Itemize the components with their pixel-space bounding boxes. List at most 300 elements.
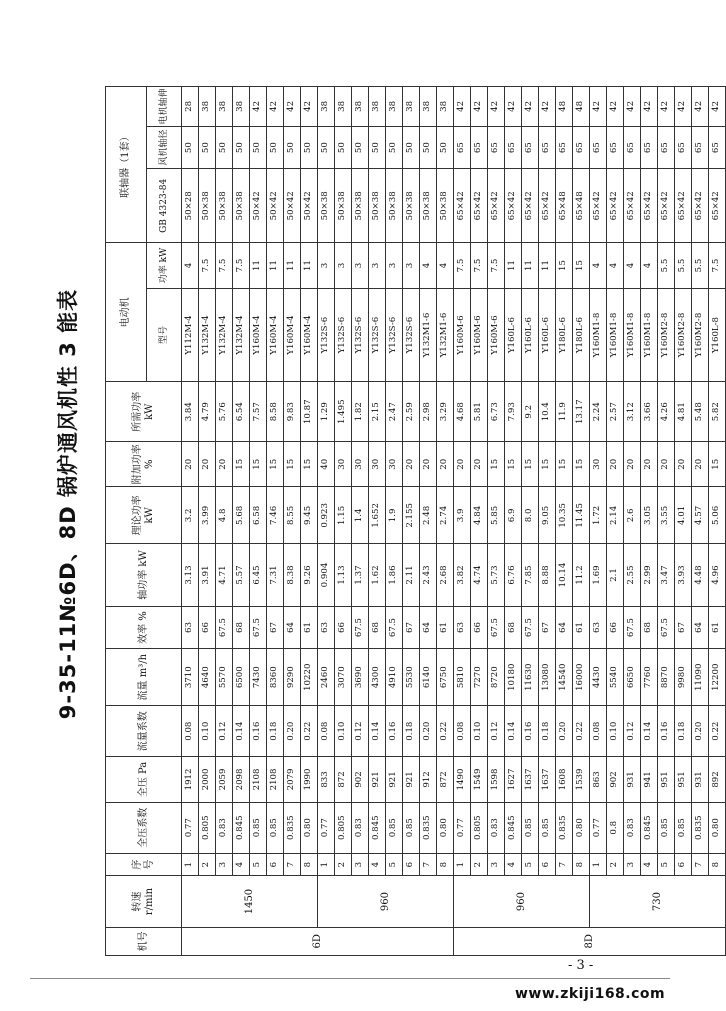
table-cell: 28 xyxy=(182,87,199,127)
footer-divider xyxy=(30,978,670,979)
table-row xyxy=(318,87,335,956)
table-cell: 50×42 xyxy=(301,169,318,243)
table-cell: 6650 xyxy=(624,649,641,706)
table-cell: 921 xyxy=(369,757,386,802)
table-cell: 50 xyxy=(301,126,318,169)
table-cell: 65×42 xyxy=(522,169,539,243)
table-cell: 3.9 xyxy=(454,487,471,544)
table-cell: 5 xyxy=(386,853,403,876)
table-cell: 9.05 xyxy=(539,487,556,544)
table-row xyxy=(454,87,471,956)
table-cell: 0.805 xyxy=(471,802,488,853)
table-cell: 1.15 xyxy=(335,487,352,544)
header-flow-coef: 流量系数 xyxy=(106,706,182,757)
table-cell: 0.80 xyxy=(573,802,590,853)
table-cell: 65×48 xyxy=(556,169,573,243)
table-cell: 6.9 xyxy=(505,487,522,544)
table-cell: 0.80 xyxy=(709,802,726,853)
table-cell: 2.11 xyxy=(403,544,420,606)
table-cell: 67 xyxy=(675,606,692,649)
table-cell: 50×38 xyxy=(352,169,369,243)
table-cell: 65×42 xyxy=(505,169,522,243)
table-cell: 3070 xyxy=(335,649,352,706)
table-cell: 0.22 xyxy=(301,706,318,757)
table-cell: Y160M-4 xyxy=(301,288,318,382)
table-cell: Y132S-6 xyxy=(386,288,403,382)
table-cell: 50×42 xyxy=(267,169,284,243)
table-cell: Y160M1-8 xyxy=(590,288,607,382)
table-cell: 0.12 xyxy=(216,706,233,757)
table-cell: 6140 xyxy=(420,649,437,706)
table-cell: 20 xyxy=(437,442,454,487)
table-cell: 40 xyxy=(318,442,335,487)
table-cell: 64 xyxy=(420,606,437,649)
table-cell: 4 xyxy=(233,853,250,876)
table-cell: 0.85 xyxy=(675,802,692,853)
table-cell: 10180 xyxy=(505,649,522,706)
table-row xyxy=(709,87,726,956)
table-cell: 3.13 xyxy=(182,544,199,606)
table-cell: 0.10 xyxy=(607,706,624,757)
table-cell: 7.5 xyxy=(454,243,471,288)
table-cell: 10.87 xyxy=(301,382,318,442)
table-cell: 50×42 xyxy=(250,169,267,243)
table-cell: 3.47 xyxy=(658,544,675,606)
table-cell: 951 xyxy=(658,757,675,802)
table-cell: 38 xyxy=(369,87,386,127)
table-cell: 4910 xyxy=(386,649,403,706)
table-cell: 6500 xyxy=(233,649,250,706)
table-cell: 50×38 xyxy=(403,169,420,243)
table-cell: 20 xyxy=(624,442,641,487)
table-cell: 5810 xyxy=(454,649,471,706)
table-cell: 11090 xyxy=(692,649,709,706)
table-cell: 30 xyxy=(352,442,369,487)
table-cell: 9290 xyxy=(284,649,301,706)
table-cell: 7 xyxy=(420,853,437,876)
table-cell: 11 xyxy=(301,243,318,288)
table-cell: 15 xyxy=(709,442,726,487)
table-cell: 1598 xyxy=(488,757,505,802)
table-cell: 7.5 xyxy=(709,243,726,288)
table-cell: 6.45 xyxy=(250,544,267,606)
table-cell: 4 xyxy=(505,853,522,876)
table-cell: 931 xyxy=(692,757,709,802)
header-shaft-power: 轴功率 kW xyxy=(106,544,182,606)
table-cell: 68 xyxy=(369,606,386,649)
table-cell: 8720 xyxy=(488,649,505,706)
table-cell: 1.72 xyxy=(590,487,607,544)
table-cell: 50 xyxy=(369,126,386,169)
header-seq: 序号 xyxy=(106,853,182,876)
table-cell: 65 xyxy=(658,126,675,169)
table-cell: 863 xyxy=(590,757,607,802)
table-cell: 2059 xyxy=(216,757,233,802)
table-cell: 0.83 xyxy=(216,802,233,853)
table-cell: 8.0 xyxy=(522,487,539,544)
table-cell: 30 xyxy=(590,442,607,487)
table-cell: 50 xyxy=(386,126,403,169)
table-cell: 6.54 xyxy=(233,382,250,442)
table-cell: 0.20 xyxy=(420,706,437,757)
table-cell: 65 xyxy=(488,126,505,169)
table-cell: Y160M2-8 xyxy=(692,288,709,382)
table-cell: 65 xyxy=(556,126,573,169)
table-cell: 2079 xyxy=(284,757,301,802)
table-cell: 65×42 xyxy=(607,169,624,243)
table-cell: 2108 xyxy=(250,757,267,802)
table-cell: 0.12 xyxy=(624,706,641,757)
table-cell: 50×38 xyxy=(386,169,403,243)
table-cell: 67.5 xyxy=(624,606,641,649)
table-cell: 0.83 xyxy=(352,802,369,853)
table-cell: 2.99 xyxy=(641,544,658,606)
table-cell: 4.48 xyxy=(692,544,709,606)
table-row xyxy=(199,87,216,956)
table-cell: 50 xyxy=(335,126,352,169)
table-cell: 42 xyxy=(709,87,726,127)
table-cell: Y132M-4 xyxy=(216,288,233,382)
table-cell: 0.923 xyxy=(318,487,335,544)
table-cell: Y160M-4 xyxy=(284,288,301,382)
table-cell: Y160M1-8 xyxy=(624,288,641,382)
page-title: 9-35-11№6D、8D 锅炉通风机性 3 能表 xyxy=(56,288,80,720)
table-cell: 42 xyxy=(590,87,607,127)
table-cell: 7.5 xyxy=(233,243,250,288)
table-cell: 65 xyxy=(522,126,539,169)
table-cell: 50×38 xyxy=(335,169,352,243)
table-cell: 65×42 xyxy=(624,169,641,243)
table-cell: 1608 xyxy=(556,757,573,802)
table-cell: Y132M1-6 xyxy=(420,288,437,382)
table-cell: 8870 xyxy=(658,649,675,706)
table-cell: 2460 xyxy=(318,649,335,706)
table-row xyxy=(216,87,233,956)
table-cell: 5.68 xyxy=(233,487,250,544)
table-cell: 15 xyxy=(301,442,318,487)
table-cell: 13.17 xyxy=(573,382,590,442)
table-cell: 0.77 xyxy=(590,802,607,853)
table-cell: 0.08 xyxy=(182,706,199,757)
header-motor-shaft: 电机轴伸 xyxy=(147,87,182,127)
table-cell: 4640 xyxy=(199,649,216,706)
table-cell: 6 xyxy=(539,853,556,876)
table-cell: 2108 xyxy=(267,757,284,802)
table-cell: 30 xyxy=(335,442,352,487)
table-cell: 0.18 xyxy=(403,706,420,757)
table-cell: 65×42 xyxy=(675,169,692,243)
table-cell: 5 xyxy=(250,853,267,876)
table-cell: 3.91 xyxy=(199,544,216,606)
table-row xyxy=(386,87,403,956)
table-cell: 3.99 xyxy=(199,487,216,544)
table-cell: 7.31 xyxy=(267,544,284,606)
table-row xyxy=(233,87,250,956)
table-cell: 0.835 xyxy=(284,802,301,853)
table-cell: Y132S-6 xyxy=(403,288,420,382)
table-row xyxy=(437,87,454,956)
table-cell: 4.01 xyxy=(675,487,692,544)
table-cell: 0.22 xyxy=(437,706,454,757)
table-cell: 0.835 xyxy=(420,802,437,853)
table-cell: 65×42 xyxy=(471,169,488,243)
table-cell: 65 xyxy=(675,126,692,169)
table-cell: 20 xyxy=(454,442,471,487)
table-cell: 5.81 xyxy=(471,382,488,442)
table-cell: 3 xyxy=(369,243,386,288)
table-cell: 11 xyxy=(539,243,556,288)
table-cell: 65 xyxy=(624,126,641,169)
table-cell: 0.845 xyxy=(233,802,250,853)
table-cell: Y132M-4 xyxy=(199,288,216,382)
table-cell: Y132M1-6 xyxy=(437,288,454,382)
table-cell: 42 xyxy=(522,87,539,127)
table-cell: 38 xyxy=(233,87,250,127)
table-cell: 1990 xyxy=(301,757,318,802)
table-cell: 8.38 xyxy=(284,544,301,606)
table-cell: 42 xyxy=(658,87,675,127)
table-cell: 2098 xyxy=(233,757,250,802)
table-cell: 63 xyxy=(454,606,471,649)
table-cell: 68 xyxy=(233,606,250,649)
table-cell: 0.08 xyxy=(318,706,335,757)
table-cell: 38 xyxy=(420,87,437,127)
table-cell: 15 xyxy=(233,442,250,487)
header-extra-power: 附加功率 % xyxy=(106,442,182,487)
table-row xyxy=(556,87,573,956)
table-cell: 50 xyxy=(352,126,369,169)
table-cell: 50×38 xyxy=(216,169,233,243)
table-cell: 3.55 xyxy=(658,487,675,544)
table-cell: 0.10 xyxy=(335,706,352,757)
table-cell: Y160M2-8 xyxy=(675,288,692,382)
table-cell: 38 xyxy=(386,87,403,127)
table-cell: Y160M2-8 xyxy=(658,288,675,382)
table-cell: 20 xyxy=(420,442,437,487)
table-cell: 6.73 xyxy=(488,382,505,442)
table-cell: 66 xyxy=(471,606,488,649)
table-cell: 15 xyxy=(573,442,590,487)
table-row xyxy=(250,87,267,956)
table-cell: 11.45 xyxy=(573,487,590,544)
table-cell: 11630 xyxy=(522,649,539,706)
table-cell: 15 xyxy=(505,442,522,487)
table-row xyxy=(658,87,675,956)
table-cell: 1.37 xyxy=(352,544,369,606)
table-cell: 0.805 xyxy=(335,802,352,853)
table-cell: Y132S-6 xyxy=(335,288,352,382)
table-cell: 0.805 xyxy=(199,802,216,853)
table-cell: 4 xyxy=(182,243,199,288)
table-cell: 2.14 xyxy=(607,487,624,544)
table-cell: 20 xyxy=(641,442,658,487)
table-cell: 65×42 xyxy=(709,169,726,243)
table-cell: 1 xyxy=(590,853,607,876)
table-cell: 66 xyxy=(199,606,216,649)
table-cell: 0.835 xyxy=(692,802,709,853)
table-cell: 12200 xyxy=(709,649,726,706)
table-cell: 3 xyxy=(216,853,233,876)
table-cell: 30 xyxy=(369,442,386,487)
table-cell: 0.14 xyxy=(505,706,522,757)
table-cell: 15 xyxy=(267,442,284,487)
speed-cell: 960 xyxy=(318,876,454,927)
table-cell: 67.5 xyxy=(522,606,539,649)
table-cell: 64 xyxy=(556,606,573,649)
table-cell: 50 xyxy=(437,126,454,169)
table-cell: 11 xyxy=(267,243,284,288)
table-cell: 0.85 xyxy=(386,802,403,853)
table-cell: 1627 xyxy=(505,757,522,802)
table-cell: 1 xyxy=(318,853,335,876)
table-cell: 65 xyxy=(573,126,590,169)
table-cell: 0.77 xyxy=(182,802,199,853)
table-cell: 1.86 xyxy=(386,544,403,606)
table-cell: 0.20 xyxy=(692,706,709,757)
table-row xyxy=(539,87,556,956)
table-cell: 2.68 xyxy=(437,544,454,606)
table-cell: 3.2 xyxy=(182,487,199,544)
table-cell: 4.57 xyxy=(692,487,709,544)
table-cell: 42 xyxy=(454,87,471,127)
table-cell: 0.16 xyxy=(658,706,675,757)
table-cell: 10220 xyxy=(301,649,318,706)
table-cell: 0.85 xyxy=(658,802,675,853)
table-cell: Y112M-4 xyxy=(182,288,199,382)
table-cell: 14540 xyxy=(556,649,573,706)
header-motor: 电动机 xyxy=(106,243,147,382)
table-cell: 66 xyxy=(607,606,624,649)
table-cell: 65 xyxy=(692,126,709,169)
machine-no-cell: 6D xyxy=(182,927,454,955)
table-cell: 0.85 xyxy=(522,802,539,853)
table-cell: 10.4 xyxy=(539,382,556,442)
table-cell: 5.85 xyxy=(488,487,505,544)
table-cell: 63 xyxy=(182,606,199,649)
table-cell: 50×38 xyxy=(437,169,454,243)
table-cell: 38 xyxy=(335,87,352,127)
table-cell: 5540 xyxy=(607,649,624,706)
table-cell: 2.74 xyxy=(437,487,454,544)
header-machine-no: 机号 xyxy=(106,927,182,955)
table-cell: Y180L-6 xyxy=(573,288,590,382)
table-cell: 3.29 xyxy=(437,382,454,442)
table-cell: 0.08 xyxy=(454,706,471,757)
table-row xyxy=(488,87,505,956)
table-cell: 0.904 xyxy=(318,544,335,606)
table-cell: 65×42 xyxy=(658,169,675,243)
table-cell: 1.82 xyxy=(352,382,369,442)
table-cell: 0.10 xyxy=(471,706,488,757)
table-cell: 15 xyxy=(250,442,267,487)
table-cell: 7.93 xyxy=(505,382,522,442)
table-cell: 6.76 xyxy=(505,544,522,606)
table-cell: 50 xyxy=(267,126,284,169)
table-cell: 42 xyxy=(267,87,284,127)
table-cell: 1.62 xyxy=(369,544,386,606)
rotated-table-wrapper xyxy=(105,86,722,956)
table-cell: 4.81 xyxy=(675,382,692,442)
table-cell: 38 xyxy=(403,87,420,127)
table-cell: Y160L-6 xyxy=(505,288,522,382)
table-cell: 2.6 xyxy=(624,487,641,544)
table-cell: 6 xyxy=(403,853,420,876)
table-cell: 15 xyxy=(556,442,573,487)
table-cell: 7.46 xyxy=(267,487,284,544)
table-cell: 3.84 xyxy=(182,382,199,442)
table-cell: 15 xyxy=(573,243,590,288)
table-cell: 20 xyxy=(692,442,709,487)
table-cell: 0.85 xyxy=(250,802,267,853)
table-cell: 4.84 xyxy=(471,487,488,544)
table-cell: 38 xyxy=(437,87,454,127)
table-row xyxy=(505,87,522,956)
table-cell: 3.82 xyxy=(454,544,471,606)
table-cell: 4300 xyxy=(369,649,386,706)
table-cell: 0.20 xyxy=(556,706,573,757)
table-cell: 2.15 xyxy=(369,382,386,442)
table-cell: Y160L-6 xyxy=(522,288,539,382)
table-cell: 64 xyxy=(692,606,709,649)
header-req-power: 所需功率 kW xyxy=(106,382,182,442)
speed-cell: 1450 xyxy=(182,876,318,927)
table-cell: 1.29 xyxy=(318,382,335,442)
table-cell: 20 xyxy=(199,442,216,487)
table-cell: 1.495 xyxy=(335,382,352,442)
table-cell: 0.16 xyxy=(250,706,267,757)
table-cell: 67.5 xyxy=(250,606,267,649)
table-cell: 50 xyxy=(318,126,335,169)
table-cell: Y160M-6 xyxy=(454,288,471,382)
table-cell: 65×48 xyxy=(573,169,590,243)
header-speed: 转速 r/min xyxy=(106,876,182,927)
table-cell: 912 xyxy=(420,757,437,802)
table-cell: 5 xyxy=(658,853,675,876)
table-cell: 0.77 xyxy=(454,802,471,853)
table-cell: 50 xyxy=(199,126,216,169)
table-cell: 15 xyxy=(539,442,556,487)
table-row xyxy=(471,87,488,956)
table-cell: 1490 xyxy=(454,757,471,802)
table-cell: 11 xyxy=(522,243,539,288)
table-cell: 2.43 xyxy=(420,544,437,606)
table-cell: 0.845 xyxy=(505,802,522,853)
header-fan-shaft: 风机轴径 xyxy=(147,126,182,169)
table-cell: 61 xyxy=(301,606,318,649)
table-cell: 2.1 xyxy=(607,544,624,606)
table-cell: 65×42 xyxy=(454,169,471,243)
table-cell: 42 xyxy=(539,87,556,127)
table-cell: 65×42 xyxy=(590,169,607,243)
table-cell: 0.80 xyxy=(301,802,318,853)
table-cell: 0.22 xyxy=(573,706,590,757)
header-motor-model: 型号 xyxy=(147,288,182,382)
table-cell: Y132M-4 xyxy=(233,288,250,382)
table-cell: 3 xyxy=(386,243,403,288)
table-cell: 67.5 xyxy=(488,606,505,649)
table-row xyxy=(692,87,709,956)
table-cell: 7760 xyxy=(641,649,658,706)
performance-table-container xyxy=(105,86,722,956)
header-motor-power: 功率 kW xyxy=(147,243,182,288)
table-cell: 7.85 xyxy=(522,544,539,606)
table-cell: 38 xyxy=(318,87,335,127)
table-cell: 6 xyxy=(675,853,692,876)
table-cell: 0.12 xyxy=(488,706,505,757)
table-cell: 38 xyxy=(352,87,369,127)
table-cell: 902 xyxy=(352,757,369,802)
table-cell: 9.26 xyxy=(301,544,318,606)
